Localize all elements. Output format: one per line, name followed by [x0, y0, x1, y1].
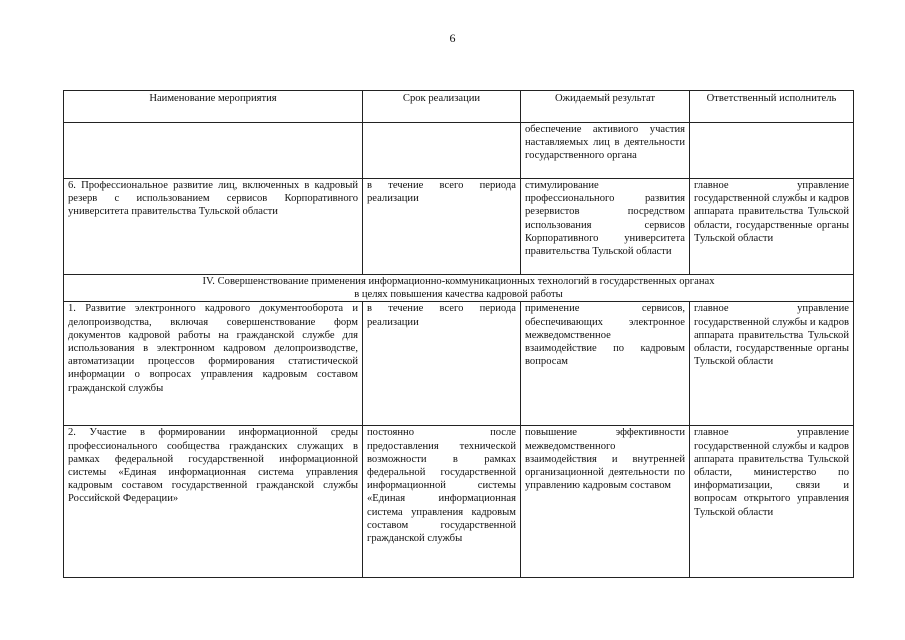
column-header-result: Ожидаемый результат: [521, 91, 690, 123]
executor-cell: главное управление государственной службы и кадров аппарата правительства Тульской области, государственные органы Тульской области: [690, 302, 854, 426]
term-cell: в течение всего периода реализации: [363, 179, 521, 275]
column-header-executor: Ответственный исполнитель: [690, 91, 854, 123]
section-header-row: [64, 275, 854, 302]
column-header-term: Срок реализации: [363, 91, 521, 123]
section-title-line: в целях повышения качества кадровой работы: [354, 289, 563, 301]
table-row: [64, 302, 854, 426]
page-number: 6: [449, 31, 456, 45]
table-row: [64, 179, 854, 275]
activity-cell: 6. Профессиональное развитие лиц, включенных в кадровый резерв с использованием сервисов Корпоративного университета правительства Тульской области: [64, 179, 363, 275]
activity-cell: [64, 123, 363, 179]
term-cell: постоянно после предоставления технической возможности в рамках федеральной государственной информационной системы «Единая информационная система управления кадровым составом государственной гражданской службы: [363, 426, 521, 578]
activity-cell: 1. Развитие электронного кадрового документооборота и делопроизводства, включая совершенствование форм документов кадровой работы на гражданской службе для использования в электронном кадровом делопроизводстве, автоматизации процессов формирования статистической информации о вопросах управления кадровым составом гражданской службы: [64, 302, 363, 426]
executor-cell: [690, 123, 854, 179]
column-header-activity: Наименование мероприятия: [64, 91, 363, 123]
activity-cell: 2. Участие в формировании информационной среды профессионального сообщества гражданских служащих в рамках федеральной государственной информационной системы «Единая информационная система управления кадровым составом государственной гражданской службы Российской Федерации»: [64, 426, 363, 578]
table-row: [64, 123, 854, 179]
executor-cell: главное управление государственной службы и кадров аппарата правительства Тульской области, министерство по информатизации, связи и вопросам открытого управления Тульской области: [690, 426, 854, 578]
result-cell: повышение эффективности межведомственного взаимодействия и внутренней организационной деятельности по управлению кадровым составом: [521, 426, 690, 578]
result-cell: применение сервисов, обеспечивающих электронное межведомственное взаимодействие по кадровым вопросам: [521, 302, 690, 426]
section-title-line: IV. Совершенствование применения информационно-коммуникационных технологий в государственных органах: [202, 276, 715, 287]
result-cell: стимулирование профессионального развития резервистов посредством использования сервисов Корпоративного университета правительства Тульской области: [521, 179, 690, 275]
plan-table: [63, 90, 854, 578]
term-cell: [363, 123, 521, 179]
section-title: [64, 275, 854, 302]
executor-cell: главное управление государственной службы и кадров аппарата правительства Тульской области, государственные органы Тульской области: [690, 179, 854, 275]
term-cell: в течение всего периода реализации: [363, 302, 521, 426]
result-cell: обеспечение активиого участия наставляемых лиц в деятельности государственного органа: [521, 123, 690, 179]
table-header-row: [64, 91, 854, 123]
table-row: [64, 426, 854, 578]
